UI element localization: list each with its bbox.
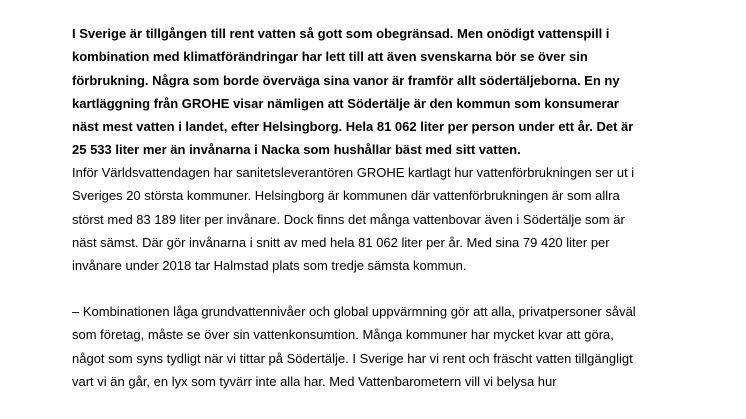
- body-paragraph-2: [72, 161, 712, 277]
- body-line: något som syns tydligt när vi tittar på Södertälje. I Sverige har vi rent och fräscht vatten tillgängligt: [72, 350, 633, 366]
- body-line: som företag, måste se över sin vattenkonsumtion. Många kommuner har mycket kvar att göra,: [72, 327, 614, 343]
- body-line: näst sämst. Där gör invånarna i snitt av med hela 81 062 liter per år. Med sina 79 420 liter per: [72, 234, 610, 250]
- lead-line: kombination med klimatförändringar har lett till att även svenskarna bör se över sin: [72, 49, 588, 65]
- body-paragraph-3: [72, 300, 712, 393]
- lead-line: I Sverige är tillgången till rent vatten så gott som obegränsad. Men onödigt vattenspill i: [72, 26, 610, 41]
- body-line: invånare under 2018 tar Halmstad plats som tredje sämsta kommun.: [72, 258, 467, 274]
- body-line: vart vi än går, en lyx som tyvärr inte alla har. Med Vattenbarometern vill vi belysa hur: [72, 373, 557, 389]
- body-line: Inför Världsvattendagen har sanitetsleverantören GROHE kartlagt hur vattenförbrukningen ser ut i: [72, 165, 635, 180]
- lead-paragraph: [72, 22, 712, 162]
- body-line: – Kombinationen låga grundvattennivåer och global uppvärmning gör att alla, privatpersoner såväl: [72, 304, 636, 319]
- body-line: störst med 83 189 liter per invånare. Dock finns det många vattenbovar även i Södertälje som är: [72, 211, 625, 227]
- lead-line: 25 533 liter mer än invånarna i Nacka som hushållar bäst med sitt vatten.: [72, 142, 521, 158]
- lead-line: näst mest vatten i landet, efter Helsingborg. Hela 81 062 liter per person under ett år. Det är: [72, 119, 634, 135]
- lead-line: förbrukning. Några som borde överväga sina vanor är framför allt södertäljeborna. En ny: [72, 72, 620, 88]
- body-line: Sveriges 20 största kommuner. Helsingborg är kommunen där vattenförbrukningen är som allra: [72, 188, 620, 204]
- lead-line: kartläggning från GROHE visar nämligen att Södertälje är den kommun som konsumerar: [72, 95, 619, 111]
